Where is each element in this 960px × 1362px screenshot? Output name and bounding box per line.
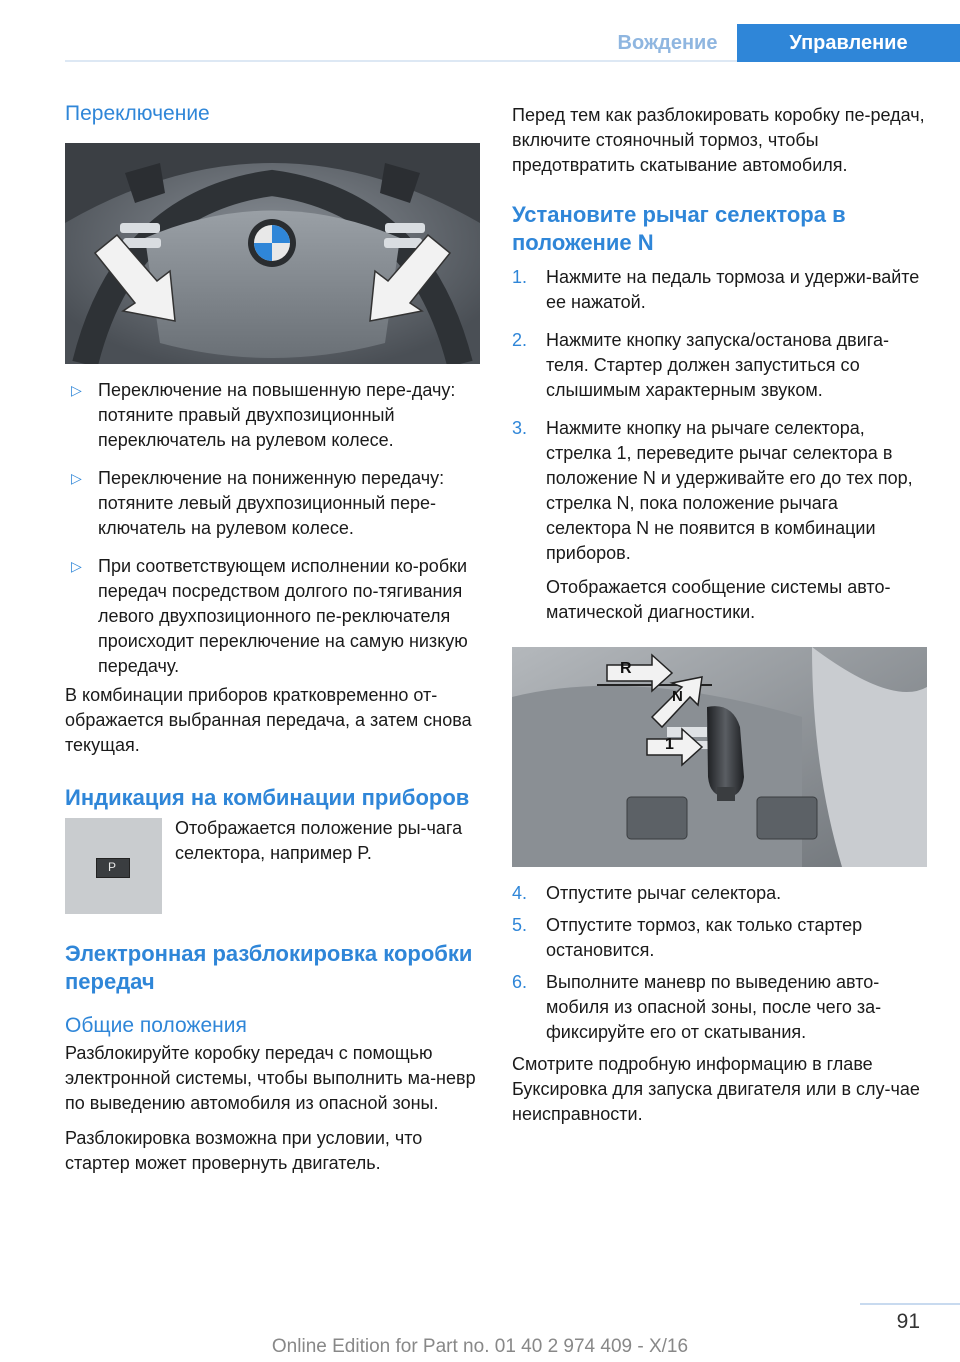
indication-text: Отображается положение ры-чага селектора, например P. (175, 818, 463, 863)
paragraph-condition: Разблокировка возможна при условии, что стартер может провернуть двигатель. (65, 1128, 423, 1173)
indicator-letter: P (107, 860, 116, 874)
paragraph-see-chapter: Смотрите подробную информацию в главе Буксировка для запуска двигателя или в слу-чае неисправности. (512, 1054, 920, 1124)
paragraph-unlock: Разблокируйте коробку передач с помощью электронной системы, чтобы выполнить ма-невр по выведению автомобиля из опасной зоны. (65, 1043, 476, 1113)
steps-list-a (512, 265, 927, 566)
tab-driving[interactable]: Вождение (617, 31, 718, 54)
list-item: 5. Отпустите тормоз, как только стартер остановится. (512, 915, 863, 960)
list-item: 6. Выполните маневр по выведению авто-мобиля из опасной зоны, после чего за-фиксируйте его от скатывания. (512, 972, 882, 1042)
indicator-image (65, 818, 162, 914)
heading-shift: Переключение (65, 102, 210, 125)
tab-controls[interactable]: Управление (737, 24, 960, 62)
list-item: 1. Нажмите на педаль тормоза и удержи-вайте ее нажатой. (512, 267, 920, 312)
right-column (512, 100, 927, 1127)
arrow-label-1: 1 (665, 736, 674, 753)
list-item: 4. Отпустите рычаг селектора. (512, 883, 782, 903)
triangle-bullet-icon: ▷ (71, 558, 82, 574)
step3-note: Отображается сообщение системы авто-матической диагностики. (546, 577, 891, 622)
arrow-label-r: R (620, 660, 632, 677)
list-item: 2. Нажмите кнопку запуска/останова двига-теля. Стартер должен запуститься со слышимым характерным звуком. (512, 330, 889, 400)
page-number: 91 (896, 1310, 920, 1333)
heading-general: Общие положения (65, 1014, 247, 1037)
list-item: ▷ Переключение на пониженную передачу: потяните левый двухпозиционный пере-ключатель на рулевом колесе. (71, 468, 445, 538)
steering-wheel-image (65, 143, 480, 364)
left-column (65, 100, 480, 1176)
paragraph-parking-brake: Перед тем как разблокировать коробку пе-редач, включите стояночный тормоз, чтобы предотвратить скатывание автомобиля. (512, 105, 925, 175)
indication-block (65, 818, 480, 916)
arrow-label-n: N (672, 688, 683, 705)
list-item: ▷ При соответствующем исполнении ко-робки передач посредством долгого по-тягивания левого двухпозиционного пе-реключателя происходит переключение на самую низкую передачу. (71, 556, 468, 676)
paragraph-cluster: В комбинации приборов кратковременно от-ображается выбранная передача, а затем снова текущая. (65, 685, 472, 755)
gear-selector-image (512, 647, 927, 867)
triangle-bullet-icon: ▷ (71, 382, 82, 398)
heading-electronic-unlock: Электронная разблокировка коробки передач (65, 941, 473, 994)
footer-rule (860, 1303, 960, 1305)
triangle-bullet-icon: ▷ (71, 470, 82, 486)
list-item: ▷ Переключение на повышенную пере-дачу: потяните правый двухпозиционный переключатель на рулевом колесе. (71, 380, 456, 450)
steps-list-b (512, 881, 927, 1045)
edition-footer: Online Edition for Part no. 01 40 2 974 409 - X/16 (271, 1336, 689, 1357)
shift-bullet-list (65, 378, 480, 679)
list-item: 3. Нажмите кнопку на рычаге селектора, стрелка 1, переведите рычаг селектора в положение N и удерживайте его до тех пор, стрелка N, пока положение рычага селектора N не появится в комбинации приборов. (512, 418, 913, 563)
heading-indication: Индикация на комбинации приборов (65, 785, 470, 810)
heading-set-n: Установите рычаг селектора в положение N (512, 202, 846, 255)
